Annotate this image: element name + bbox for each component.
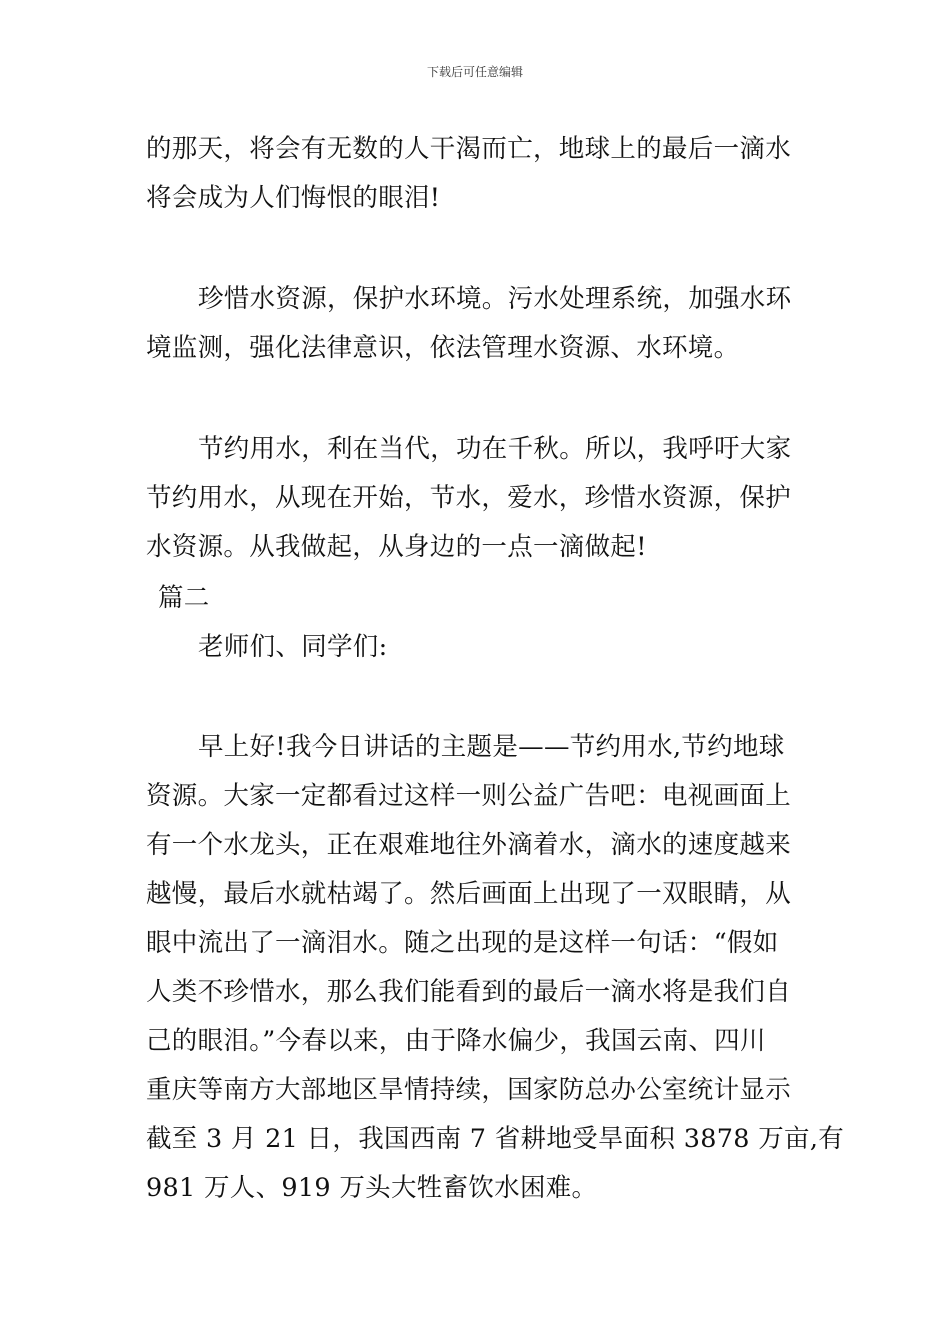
paragraph-4 — [146, 723, 845, 1213]
header-note: 下载后可任意编辑 — [426, 65, 523, 79]
paragraph-line: 的那天，将会有无数的人干渴而亡，地球上的最后一滴水 — [146, 134, 792, 164]
paragraph-line: 截至 3 月 21 日，我国西南 7 省耕地受旱面积 3878 万亩,有 — [146, 1124, 845, 1154]
greeting: 老师们、同学们: — [198, 632, 388, 662]
paragraph-line: 节约用水，利在当代，功在千秋。所以，我呼吁大家 — [198, 434, 792, 464]
paragraph-line: 节约用水，从现在开始，节水，爱水，珍惜水资源，保护 — [146, 483, 792, 513]
section-heading: 篇二 — [158, 583, 210, 613]
paragraph-1 — [146, 125, 806, 223]
paragraph-line: 水资源。从我做起，从身边的一点一滴做起! — [146, 532, 647, 562]
section-2 — [146, 574, 806, 672]
paragraph-line: 981 万人、919 万头大牲畜饮水困难。 — [146, 1173, 598, 1203]
paragraph-line: 眼中流出了一滴泪水。随之出现的是这样一句话：“假如 — [146, 928, 779, 958]
paragraph-line: 己的眼泪。”今春以来，由于降水偏少，我国云南、四川 — [146, 1026, 766, 1056]
paragraph-3 — [146, 425, 806, 572]
paragraph-line: 珍惜水资源，保护水环境。污水处理系统，加强水环 — [198, 284, 792, 314]
paragraph-line: 越慢，最后水就枯竭了。然后画面上出现了一双眼睛，从 — [146, 879, 792, 909]
paragraph-line: 有一个水龙头，正在艰难地往外滴着水，滴水的速度越来 — [146, 830, 792, 860]
paragraph-line: 早上好!我今日讲话的主题是——节约用水,节约地球 — [198, 732, 785, 762]
paragraph-line: 人类不珍惜水，那么我们能看到的最后一滴水将是我们自 — [146, 977, 792, 1007]
paragraph-line: 境监测，强化法律意识，依法管理水资源、水环境。 — [146, 333, 740, 363]
paragraph-line: 将会成为人们悔恨的眼泪! — [146, 183, 441, 213]
paragraph-line: 资源。大家一定都看过这样一则公益广告吧：电视画面上 — [146, 781, 792, 811]
paragraph-2 — [146, 275, 806, 373]
paragraph-line: 重庆等南方大部地区旱情持续，国家防总办公室统计显示 — [146, 1075, 792, 1105]
